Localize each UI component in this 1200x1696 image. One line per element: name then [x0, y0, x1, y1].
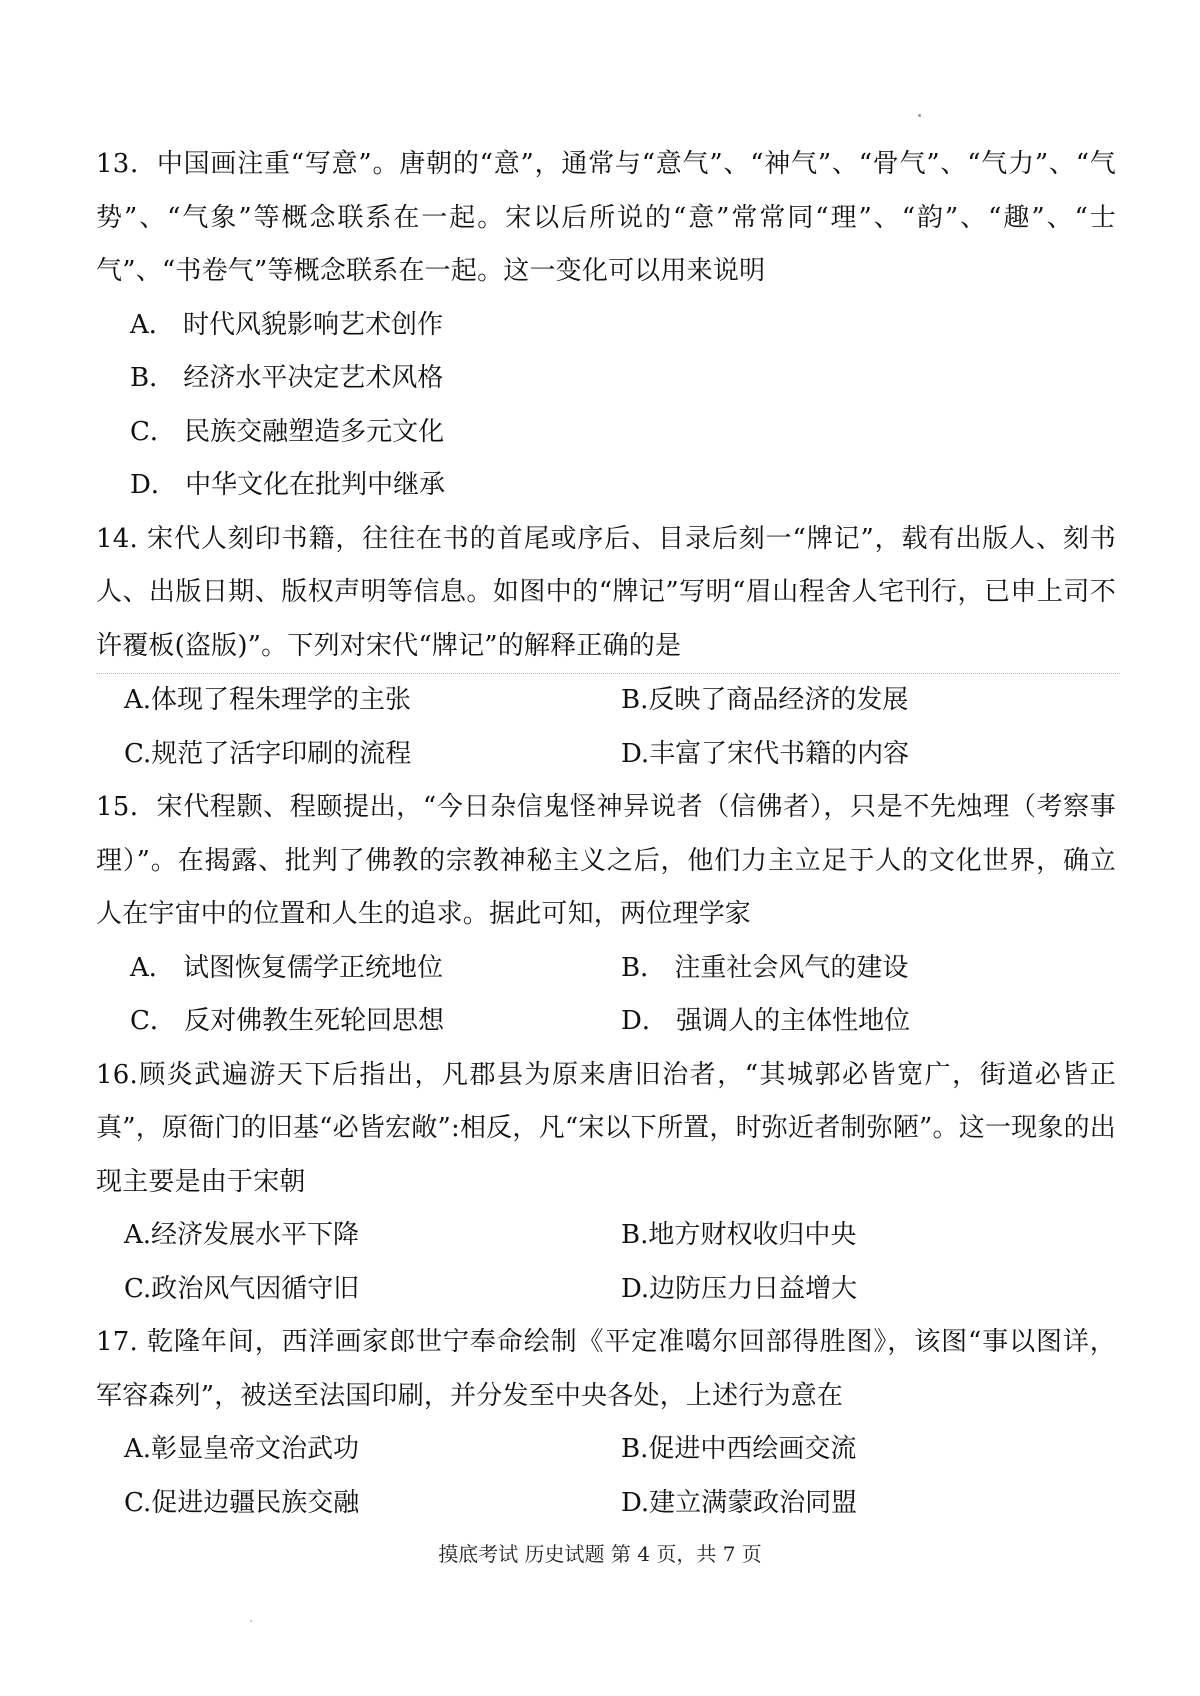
question-stem: 13．中国画注重“写意”。唐朝的“意”，通常与“意气”、“神气”、“骨气”、“气力”、“气势”、“气象”等概念联系在一起。宋以后所说的“意”常常同“理”、“韵”、“趣”、“士气”、“书卷气”等概念联系在一起。这一变化可以用来说明	[96, 149, 1116, 286]
options	[96, 1209, 1116, 1316]
option-d: D.建立满蒙政治同盟	[621, 1487, 858, 1518]
options	[96, 942, 1116, 1049]
option-a: A.经济发展水平下降	[124, 1220, 360, 1250]
scan-speck	[250, 1620, 252, 1622]
option-a: A． 时代风貌影响艺术创作	[130, 309, 444, 340]
question-17	[96, 1316, 1116, 1530]
option-b: B.反映了商品经济的发展	[621, 685, 909, 715]
option-d: D.边防压力日益增大	[621, 1273, 858, 1304]
option-d: D.丰富了宋代书籍的内容	[621, 738, 910, 769]
option-d: D． 中华文化在批判中继承	[130, 470, 446, 500]
page-footer: 摸底考试 历史试题 第 4 页，共 7 页	[438, 1542, 762, 1566]
option-a: A． 试图恢复儒学正统地位	[130, 952, 444, 983]
option-a: A.体现了程朱理学的主张	[124, 685, 412, 715]
option-c: C． 反对佛教生死轮回思想	[130, 1006, 445, 1036]
questions-container	[96, 138, 1116, 1530]
options	[96, 299, 1116, 513]
scan-speck	[918, 114, 921, 117]
question-stem: 14. 宋代人刻印书籍，往往在书的首尾或序后、目录后刻一“牌记”，载有出版人、刻书人、出版日期、版权声明等信息。如图中的“牌记”写明“眉山程舍人宅刊行，已申上司不许覆板(盗版)”。下列对宋代“牌记”的解释正确的是	[96, 523, 1116, 661]
question-stem: 16.顾炎武遍游天下后指出，凡郡县为原来唐旧治者，“其城郭必皆宽广，街道必皆正真”，原衙门的旧基“必皆宏敞”:相反，凡“宋以下所置，时弥近者制弥陋”。这一现象的出现主要是由于宋朝	[96, 1059, 1116, 1197]
options	[96, 674, 1116, 781]
question-14	[96, 513, 1116, 782]
question-15	[96, 781, 1116, 1049]
option-c: C.政治风气因循守旧	[124, 1273, 360, 1304]
option-c: C.规范了活字印刷的流程	[124, 738, 412, 769]
option-b: B.促进中西绘画交流	[621, 1434, 857, 1464]
question-13	[96, 138, 1116, 513]
option-b: B． 经济水平决定艺术风格	[130, 363, 444, 393]
question-16	[96, 1049, 1116, 1317]
question-stem: 17. 乾隆年间，西洋画家郎世宁奉命绘制《平定准噶尔回部得胜图》，该图“事以图详，军容森列”，被送至法国印刷，并分发至中央各处，上述行为意在	[96, 1327, 1116, 1411]
option-b: B． 注重社会风气的建设	[621, 952, 909, 983]
question-stem: 15．宋代程颢、程颐提出，“今日杂信鬼怪神异说者（信佛者），只是不先烛理（考察事理）”。在揭露、批判了佛教的宗教神秘主义之后，他们力主立足于人的文化世界，确立人在宇宙中的位置和人生的追求。据此可知，两位理学家	[96, 792, 1116, 929]
option-d: D． 强调人的主体性地位	[621, 1006, 911, 1036]
option-c: C． 民族交融塑造多元文化	[130, 416, 445, 447]
option-b: B.地方财权收归中央	[621, 1220, 857, 1250]
option-a: A.彰显皇帝文治武功	[124, 1434, 360, 1464]
option-c: C.促进边疆民族交融	[124, 1487, 360, 1518]
options	[96, 1423, 1116, 1530]
